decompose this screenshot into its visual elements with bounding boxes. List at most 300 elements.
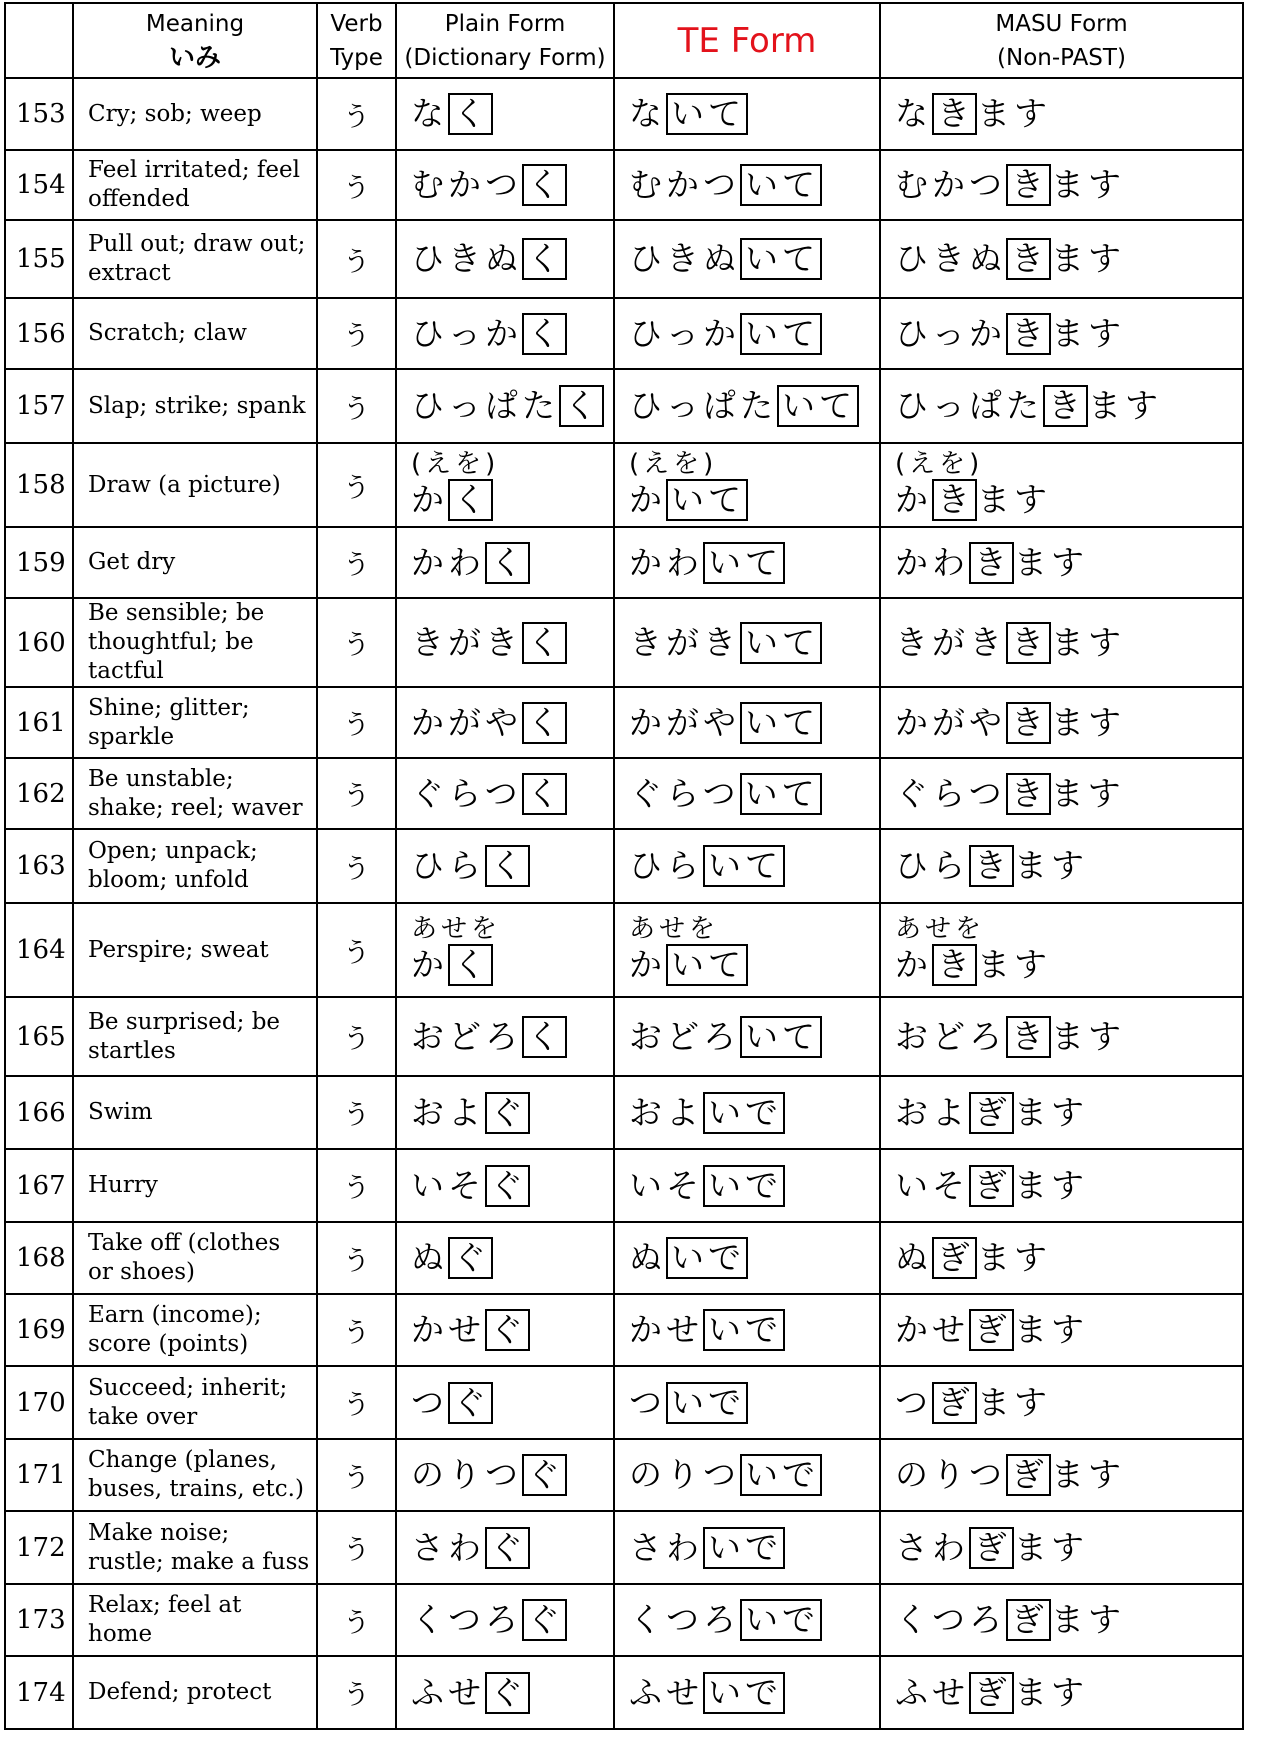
masu-ending-box: ぎ [932, 1237, 977, 1279]
masu-form-cell [880, 1439, 1243, 1511]
header-te-form-label: TE Form [677, 20, 817, 61]
plain-form-cell [396, 758, 614, 829]
row-number: 170 [5, 1366, 73, 1439]
masu-prefix: あせを [895, 914, 986, 944]
te-ending-box: いて [666, 93, 748, 135]
plain-prefix: (えを) [411, 449, 500, 479]
masu-suffix: ます [1014, 1310, 1088, 1349]
masu-form-cell [880, 1584, 1243, 1656]
meaning-cell: Swim [73, 1076, 317, 1149]
table-row [5, 1511, 1243, 1584]
row-number: 168 [5, 1222, 73, 1294]
meaning-cell: Hurry [73, 1149, 317, 1222]
te-stem: つ [629, 1382, 666, 1422]
row-number: 174 [5, 1656, 73, 1729]
masu-stem: ふせ [895, 1672, 969, 1712]
masu-ending-box: き [1006, 622, 1051, 664]
plain-form-cell [396, 298, 614, 369]
masu-form-cell [880, 443, 1243, 527]
te-ending-box: いて [740, 622, 822, 664]
header-verb-type [317, 3, 396, 78]
masu-stem: か [895, 945, 932, 984]
verb-type-cell: う [317, 1149, 396, 1222]
verb-type-cell: う [317, 1656, 396, 1729]
plain-ending-box: ぐ [485, 1527, 530, 1569]
plain-ending-box: ぐ [448, 1382, 493, 1424]
row-number: 159 [5, 527, 73, 598]
table-row [5, 687, 1243, 758]
te-ending-box: いで [740, 1599, 822, 1641]
table-row [5, 1656, 1243, 1729]
masu-ending-box: き [932, 479, 977, 521]
plain-ending-box: く [522, 313, 567, 355]
te-ending-box: いて [666, 944, 748, 986]
plain-form-cell [396, 1076, 614, 1149]
plain-ending-box: ぐ [485, 1309, 530, 1351]
table-row [5, 1584, 1243, 1656]
te-ending-box: いで [703, 1527, 785, 1569]
masu-stem: およ [895, 1092, 969, 1132]
table-row [5, 298, 1243, 369]
row-number: 171 [5, 1439, 73, 1511]
masu-suffix: ます [1014, 542, 1088, 582]
plain-ending-box: く [485, 542, 530, 584]
masu-form-cell [880, 903, 1243, 997]
masu-suffix: ます [1051, 702, 1125, 742]
te-stem: ぐらつ [629, 773, 740, 813]
te-ending-box: いて [666, 479, 748, 521]
te-ending-box: いて [740, 313, 822, 355]
verb-type-cell: う [317, 1222, 396, 1294]
masu-form-cell [880, 1149, 1243, 1222]
te-ending-box: いて [703, 542, 785, 584]
te-form-cell [614, 598, 880, 687]
plain-form-cell [396, 997, 614, 1076]
row-number: 164 [5, 903, 73, 997]
plain-ending-box: く [448, 944, 493, 986]
plain-form-cell [396, 1294, 614, 1366]
plain-stem: いそ [411, 1165, 485, 1205]
masu-form-cell [880, 369, 1243, 443]
te-form-cell [614, 997, 880, 1076]
plain-stem: か [411, 945, 448, 984]
masu-stem: むかつ [895, 165, 1006, 204]
te-form-cell [614, 1294, 880, 1366]
plain-ending-box: く [522, 702, 567, 744]
masu-stem: ひら [895, 846, 969, 885]
table-row [5, 220, 1243, 298]
masu-stem: ぬ [895, 1238, 932, 1277]
masu-form-cell [880, 1366, 1243, 1439]
te-stem: おどろ [629, 1016, 740, 1056]
meaning-cell: Pull out; draw out; extract [73, 220, 317, 298]
te-form-cell [614, 1076, 880, 1149]
masu-stem: かせ [895, 1310, 969, 1349]
masu-ending-box: き [932, 93, 977, 135]
te-form-cell [614, 1439, 880, 1511]
plain-form-cell [396, 1584, 614, 1656]
table-row [5, 1076, 1243, 1149]
table-row [5, 829, 1243, 903]
masu-form-cell [880, 1511, 1243, 1584]
te-form-cell [614, 443, 880, 527]
meaning-cell: Get dry [73, 527, 317, 598]
row-number: 173 [5, 1584, 73, 1656]
masu-suffix: ます [1051, 1600, 1125, 1639]
verb-type-cell: う [317, 150, 396, 220]
masu-ending-box: き [1006, 702, 1051, 744]
plain-form-cell [396, 1366, 614, 1439]
te-stem: いそ [629, 1165, 703, 1205]
row-number: 160 [5, 598, 73, 687]
meaning-cell: Change (planes, buses, trains, etc.) [73, 1439, 317, 1511]
meaning-cell: Succeed; inherit; take over [73, 1366, 317, 1439]
verb-type-cell: う [317, 1366, 396, 1439]
masu-stem: か [895, 480, 932, 519]
masu-prefix: (えを) [895, 449, 984, 479]
masu-form-cell [880, 220, 1243, 298]
te-stem: かがや [629, 702, 740, 742]
te-stem: ひっか [629, 313, 740, 353]
te-ending-box: いで [703, 1309, 785, 1351]
masu-ending-box: き [1043, 385, 1088, 427]
masu-suffix: ます [1014, 1165, 1088, 1205]
verb-type-cell: う [317, 369, 396, 443]
te-ending-box: いて [703, 845, 785, 887]
verb-type-cell: う [317, 598, 396, 687]
plain-stem: さわ [411, 1527, 485, 1567]
header-masu-form [880, 3, 1243, 78]
meaning-cell: Take off (clothes or shoes) [73, 1222, 317, 1294]
plain-stem: きがき [411, 622, 522, 662]
table-row [5, 903, 1243, 997]
table-row [5, 443, 1243, 527]
masu-stem: ぐらつ [895, 773, 1006, 813]
row-number: 172 [5, 1511, 73, 1584]
masu-ending-box: き [932, 944, 977, 986]
verb-type-cell: う [317, 1584, 396, 1656]
header-te-form [614, 3, 880, 78]
masu-ending-box: き [969, 845, 1014, 887]
te-ending-box: いで [703, 1165, 785, 1207]
masu-suffix: ます [1051, 1016, 1125, 1056]
masu-form-cell [880, 1076, 1243, 1149]
masu-form-cell [880, 78, 1243, 150]
row-number: 166 [5, 1076, 73, 1149]
verb-type-cell: う [317, 298, 396, 369]
te-form-cell [614, 78, 880, 150]
plain-stem: ひら [411, 846, 485, 885]
row-number: 154 [5, 150, 73, 220]
meaning-cell: Shine; glitter; sparkle [73, 687, 317, 758]
te-ending-box: いで [703, 1672, 785, 1714]
masu-suffix: ます [1014, 846, 1088, 885]
verb-type-cell: う [317, 1511, 396, 1584]
plain-ending-box: ぐ [485, 1165, 530, 1207]
te-ending-box: いて [740, 702, 822, 744]
plain-form-cell [396, 687, 614, 758]
plain-form-cell [396, 903, 614, 997]
plain-form-cell [396, 443, 614, 527]
table-row [5, 1366, 1243, 1439]
plain-stem: かせ [411, 1310, 485, 1349]
plain-ending-box: く [522, 622, 567, 664]
masu-stem: いそ [895, 1165, 969, 1205]
masu-stem: かわ [895, 542, 969, 582]
plain-stem: くつろ [411, 1600, 522, 1639]
plain-ending-box: ぐ [485, 1092, 530, 1134]
plain-ending-box: く [559, 385, 604, 427]
te-ending-box: いて [740, 164, 822, 206]
header-meaning-label: Meaning [145, 10, 245, 37]
plain-ending-box: ぐ [485, 1672, 530, 1714]
plain-stem: つ [411, 1382, 448, 1422]
masu-suffix: ます [1014, 1527, 1088, 1567]
masu-ending-box: き [1006, 773, 1051, 815]
header-masu-form-line2: (Non-PAST) [997, 44, 1126, 71]
plain-form-cell [396, 1656, 614, 1729]
table-body [5, 78, 1243, 1729]
plain-stem: か [411, 480, 448, 519]
masu-ending-box: き [1006, 238, 1051, 280]
meaning-cell: Cry; sob; weep [73, 78, 317, 150]
masu-suffix: ます [977, 94, 1051, 133]
te-ending-box: いて [740, 1016, 822, 1058]
row-number: 162 [5, 758, 73, 829]
te-prefix: (えを) [629, 449, 718, 479]
row-number: 153 [5, 78, 73, 150]
plain-prefix: あせを [411, 914, 502, 944]
plain-ending-box: ぐ [522, 1454, 567, 1496]
masu-stem: ひっぱた [895, 386, 1043, 425]
te-form-cell [614, 527, 880, 598]
plain-form-cell [396, 78, 614, 150]
header-verb-type-line2: Type [330, 44, 383, 71]
te-stem: かわ [629, 542, 703, 582]
plain-stem: むかつ [411, 165, 522, 204]
masu-suffix: ます [977, 1382, 1051, 1422]
header-number [5, 3, 73, 78]
masu-suffix: ます [1014, 1092, 1088, 1132]
masu-suffix: ます [1051, 165, 1125, 204]
meaning-cell: Be sensible; be thoughtful; be tactful [73, 598, 317, 687]
te-stem: か [629, 945, 666, 984]
plain-form-cell [396, 1439, 614, 1511]
masu-ending-box: き [1006, 164, 1051, 206]
masu-stem: ひきぬ [895, 239, 1006, 278]
te-ending-box: いで [666, 1237, 748, 1279]
verb-type-cell: う [317, 687, 396, 758]
masu-stem: ひっか [895, 313, 1006, 353]
masu-form-cell [880, 997, 1243, 1076]
plain-stem: ひっか [411, 313, 522, 353]
plain-ending-box: く [448, 479, 493, 521]
header-masu-form-line1: MASU Form [995, 10, 1128, 37]
header-row [5, 3, 1243, 78]
te-form-cell [614, 1149, 880, 1222]
meaning-cell: Make noise; rustle; make a fuss [73, 1511, 317, 1584]
masu-stem: な [895, 94, 932, 133]
plain-stem: のりつ [411, 1455, 522, 1494]
verb-conjugation-table [4, 2, 1244, 1730]
row-number: 163 [5, 829, 73, 903]
plain-stem: おどろ [411, 1016, 522, 1056]
table-row [5, 1222, 1243, 1294]
plain-ending-box: ぐ [448, 1237, 493, 1279]
masu-form-cell [880, 1222, 1243, 1294]
plain-ending-box: く [522, 238, 567, 280]
table-row [5, 997, 1243, 1076]
table-row [5, 758, 1243, 829]
verb-type-cell: う [317, 903, 396, 997]
plain-ending-box: く [485, 845, 530, 887]
te-stem: かせ [629, 1310, 703, 1349]
table-row [5, 598, 1243, 687]
masu-stem: おどろ [895, 1016, 1006, 1056]
plain-form-cell [396, 829, 614, 903]
masu-ending-box: ぎ [969, 1165, 1014, 1207]
te-form-cell [614, 1222, 880, 1294]
verb-type-cell: う [317, 78, 396, 150]
te-form-cell [614, 298, 880, 369]
masu-form-cell [880, 829, 1243, 903]
plain-form-cell [396, 369, 614, 443]
row-number: 169 [5, 1294, 73, 1366]
te-form-cell [614, 829, 880, 903]
masu-ending-box: ぎ [1006, 1599, 1051, 1641]
te-prefix: あせを [629, 914, 720, 944]
verb-type-cell: う [317, 1076, 396, 1149]
te-stem: ふせ [629, 1672, 703, 1712]
te-ending-box: いて [777, 385, 859, 427]
row-number: 167 [5, 1149, 73, 1222]
row-number: 165 [5, 997, 73, 1076]
masu-ending-box: ぎ [969, 1672, 1014, 1714]
plain-stem: ひっぱた [411, 386, 559, 425]
plain-stem: かわ [411, 542, 485, 582]
plain-stem: およ [411, 1092, 485, 1132]
meaning-cell: Be surprised; be startles [73, 997, 317, 1076]
masu-ending-box: ぎ [1006, 1454, 1051, 1496]
meaning-cell: Be unstable; shake; reel; waver [73, 758, 317, 829]
meaning-cell: Perspire; sweat [73, 903, 317, 997]
meaning-cell: Draw (a picture) [73, 443, 317, 527]
meaning-cell: Feel irritated; feel offended [73, 150, 317, 220]
masu-stem: かがや [895, 702, 1006, 742]
masu-suffix: ます [1051, 313, 1125, 353]
meaning-cell: Scratch; claw [73, 298, 317, 369]
header-plain-form-line1: Plain Form [444, 10, 566, 37]
verb-type-cell: う [317, 1439, 396, 1511]
plain-form-cell [396, 150, 614, 220]
plain-ending-box: ぐ [522, 1599, 567, 1641]
masu-ending-box: ぎ [969, 1092, 1014, 1134]
masu-suffix: ます [977, 1238, 1051, 1277]
te-stem: ひっぱた [629, 386, 777, 425]
te-ending-box: いで [740, 1454, 822, 1496]
te-stem: か [629, 480, 666, 519]
meaning-cell: Open; unpack; bloom; unfold [73, 829, 317, 903]
te-form-cell [614, 1584, 880, 1656]
plain-stem: ぐらつ [411, 773, 522, 813]
masu-stem: のりつ [895, 1455, 1006, 1494]
plain-ending-box: く [448, 93, 493, 135]
verb-type-cell: う [317, 443, 396, 527]
te-stem: およ [629, 1092, 703, 1132]
te-ending-box: いで [703, 1092, 785, 1134]
masu-suffix: ます [977, 480, 1051, 519]
plain-form-cell [396, 598, 614, 687]
masu-stem: さわ [895, 1527, 969, 1567]
row-number: 156 [5, 298, 73, 369]
table-row [5, 369, 1243, 443]
verb-type-cell: う [317, 997, 396, 1076]
masu-ending-box: き [1006, 313, 1051, 355]
verb-type-cell: う [317, 220, 396, 298]
te-stem: な [629, 94, 666, 133]
te-ending-box: いて [740, 773, 822, 815]
te-form-cell [614, 1511, 880, 1584]
te-stem: むかつ [629, 165, 740, 204]
plain-ending-box: く [522, 773, 567, 815]
te-form-cell [614, 903, 880, 997]
verb-type-cell: う [317, 758, 396, 829]
meaning-cell: Slap; strike; spank [73, 369, 317, 443]
header-plain-form [396, 3, 614, 78]
masu-suffix: ます [1051, 239, 1125, 278]
plain-stem: な [411, 94, 448, 133]
header-plain-form-line2: (Dictionary Form) [404, 44, 606, 71]
te-stem: ぬ [629, 1238, 666, 1277]
row-number: 155 [5, 220, 73, 298]
masu-stem: つ [895, 1382, 932, 1422]
masu-form-cell [880, 687, 1243, 758]
plain-ending-box: く [522, 1016, 567, 1058]
masu-ending-box: ぎ [969, 1309, 1014, 1351]
te-form-cell [614, 758, 880, 829]
masu-ending-box: ぎ [932, 1382, 977, 1424]
table-row [5, 150, 1243, 220]
masu-form-cell [880, 1656, 1243, 1729]
te-form-cell [614, 220, 880, 298]
masu-suffix: ます [1051, 1455, 1125, 1494]
plain-form-cell [396, 1222, 614, 1294]
te-form-cell [614, 687, 880, 758]
plain-stem: ひきぬ [411, 239, 522, 278]
table-row [5, 1294, 1243, 1366]
meaning-cell: Earn (income); score (points) [73, 1294, 317, 1366]
plain-form-cell [396, 1149, 614, 1222]
masu-form-cell [880, 598, 1243, 687]
te-stem: くつろ [629, 1600, 740, 1639]
te-stem: さわ [629, 1527, 703, 1567]
plain-form-cell [396, 1511, 614, 1584]
plain-ending-box: く [522, 164, 567, 206]
masu-form-cell [880, 758, 1243, 829]
masu-form-cell [880, 1294, 1243, 1366]
verb-type-cell: う [317, 829, 396, 903]
te-ending-box: いで [666, 1382, 748, 1424]
te-stem: のりつ [629, 1455, 740, 1494]
table-row [5, 1439, 1243, 1511]
table-row [5, 527, 1243, 598]
masu-ending-box: き [969, 542, 1014, 584]
te-form-cell [614, 369, 880, 443]
masu-ending-box: き [1006, 1016, 1051, 1058]
masu-suffix: ます [977, 945, 1051, 984]
header-meaning-kana: いみ [168, 42, 221, 73]
plain-form-cell [396, 527, 614, 598]
